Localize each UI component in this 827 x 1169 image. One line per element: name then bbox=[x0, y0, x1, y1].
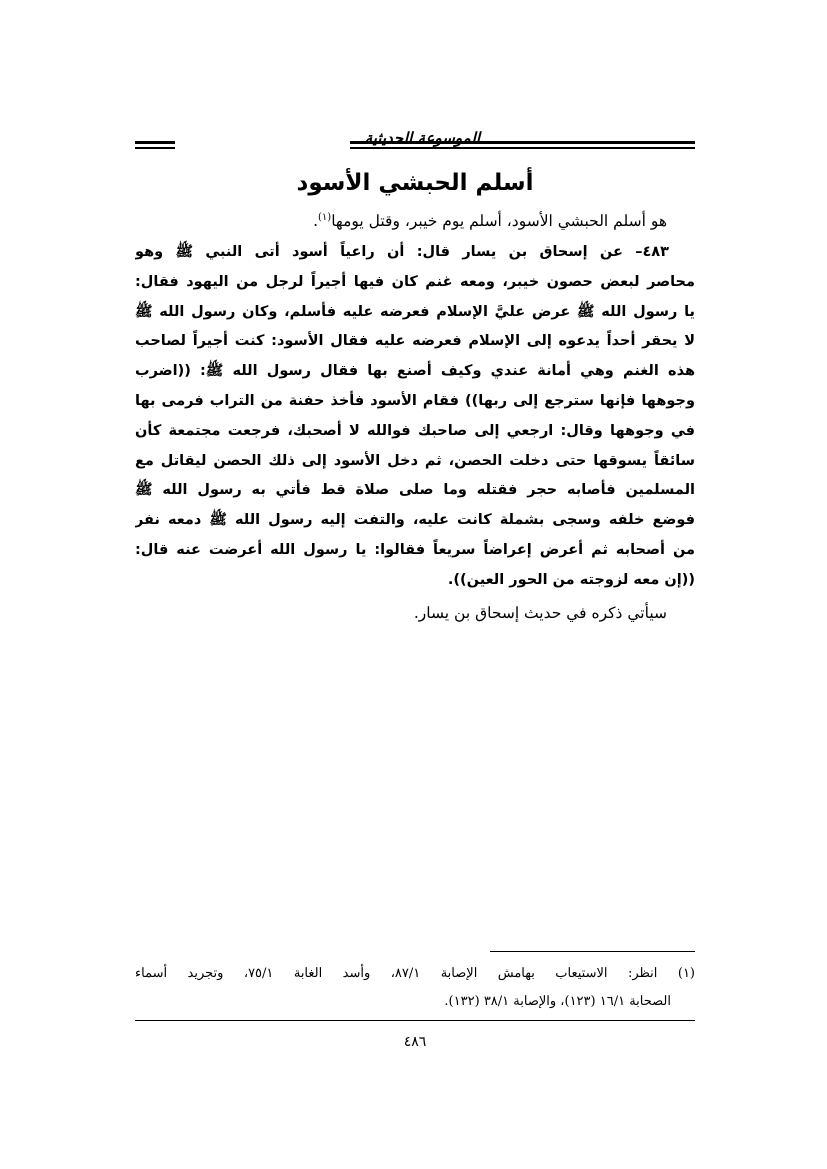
footnotes bbox=[135, 960, 695, 1016]
intro-end: . bbox=[313, 212, 319, 230]
running-header bbox=[135, 128, 695, 150]
footnote-marker: (١) bbox=[318, 211, 332, 223]
chapter-title: أسلم الحبشي الأسود bbox=[296, 170, 534, 196]
hadith-line: ((إن معه لزوجته من الحور العين)). bbox=[447, 571, 695, 588]
hadith-line: من أصحابه ثم أعرض إعراضاً سريعاً فقالوا: يا رسول الله أعرضت عنه قال: bbox=[135, 541, 695, 558]
hadith-line: المسلمين فأصابه حجر فقتله وما صلى صلاة قط فأتي به رسول الله ﷺ bbox=[135, 482, 695, 499]
body-text bbox=[135, 204, 695, 630]
intro-paragraph bbox=[135, 204, 695, 238]
footnote-line: (١) انظر: الاستيعاب بهامش الإصابة ٨٧/١، وأسد الغابة ٧٥/١، وتجريد أسماء bbox=[135, 966, 695, 981]
hadith-paragraph bbox=[135, 238, 695, 596]
hadith-line: فوضع خلفه وسجى بشملة كانت عليه، والتفت إليه رسول الله ﷺ دمعه نفر bbox=[135, 512, 695, 529]
hadith-line: سائقاً يسوقها حتى دخلت الحصن، ثم دخل الأسود إلى ذلك الحصن ليقاتل مع bbox=[135, 452, 695, 469]
hadith-line: وجوهها فإنها سترجع إلى ربها)) فقام الأسود فأخذ حفنة من التراب فرمى بها bbox=[135, 392, 695, 409]
hadith-line: هذه الغنم وهي أمانة عندي وكيف أصنع بها فقال رسول الله ﷺ: ((اضرب bbox=[135, 363, 695, 380]
hadith-line: ٤٨٣– عن إسحاق بن يسار قال: أن راعياً أسود أتى النبي ﷺ وهو bbox=[135, 244, 669, 260]
intro-text: هو أسلم الحبشي الأسود، أسلم يوم خيبر، وقتل يومها bbox=[331, 212, 667, 230]
hadith-line: لا يحقر أحداً يدعوه إلى الإسلام فعرضه عليه فقال الأسود: كنت أجيراً لصاحب bbox=[135, 333, 695, 350]
footnote-line: الصحابة ١٦/١ (١٢٣)، والإصابة ٣٨/١ (١٣٢). bbox=[444, 994, 671, 1009]
hadith-line: محاصر لبعض حصون خيبر، ومعه غنم كان فيها أجيراً لرجل من اليهود فقال: bbox=[135, 273, 695, 290]
page-bottom-rule bbox=[135, 1020, 695, 1021]
footnote-separator bbox=[490, 951, 695, 952]
running-header-title: الموسوعة الحديثية bbox=[364, 129, 480, 147]
page-number: ٤٨٦ bbox=[403, 1034, 427, 1050]
hadith-line: يا رسول الله ﷺ عرض عليَّ الإسلام فعرضه عليه فأسلم، وكان رسول الله ﷺ bbox=[135, 303, 695, 320]
hadith-line: في وجوهها وقال: ارجعي إلى صاحبك فوالله لا أصحبك، فرجعت مجتمعة كأن bbox=[135, 422, 695, 439]
cross-reference-note: سيأتي ذكره في حديث إسحاق بن يسار. bbox=[413, 603, 667, 622]
